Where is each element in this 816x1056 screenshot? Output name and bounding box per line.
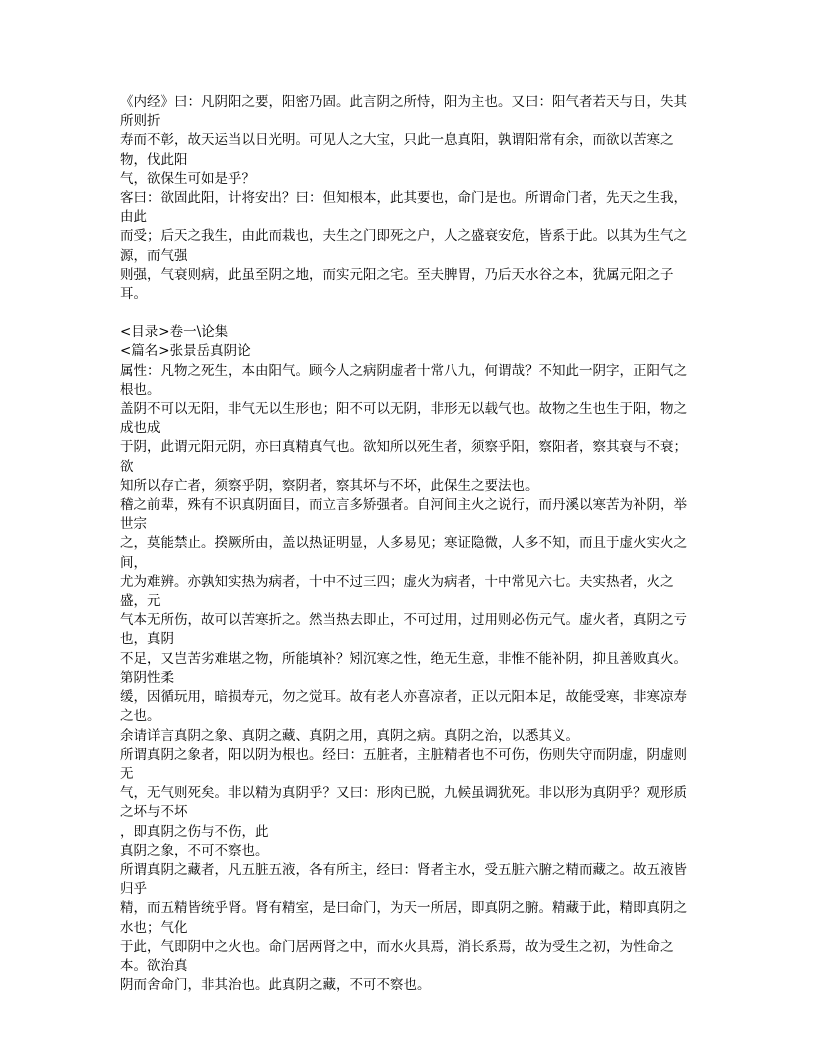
section-zhenyin [120, 323, 698, 995]
text-line: 客曰：欲固此阳，计将安出？曰：但知根本，此其要也，命门是也。所谓命门者，先天之生我，由此 [120, 190, 687, 226]
text-line: 真阴之象，不可不察也。 [120, 842, 269, 859]
text-line: 而受；后天之我生，由此而栽也，夫生之门即死之户，人之盛衰安危，皆系于此。以其为生气之源，而气强 [120, 228, 687, 264]
paragraph-gap [120, 304, 698, 323]
text-line: 盖阴不可以无阳，非气无以生形也；阳不可以无阴，非形无以载气也。故物之生也生于阳，物之成也成 [120, 401, 687, 437]
text-line: 所谓真阴之藏者，凡五脏五液，各有所主，经曰：肾者主水，受五脏六腑之精而藏之。故五液皆归乎 [120, 861, 687, 898]
text-line: 不足，又岂苦劣难堪之物，所能填补？矧沉寒之性，绝无生意，非惟不能补阴，抑且善败真火。第阴性柔 [120, 650, 687, 686]
text-line: 精，而五精皆统乎肾。肾有精室，是曰命门，为天一所居，即真阴之腑。精藏于此，精即真阴之水也；气化 [120, 900, 687, 936]
text-line: 气本无所伤，故可以苦寒折之。然当热去即止，不可过用，过用则必伤元气。虚火者，真阴之亏也，真阴 [120, 612, 687, 648]
chapter-heading: <篇名>张景岳真阴论 [120, 343, 251, 360]
text-line: 尤为难辨。亦孰知实热为病者，十中不过三四；虚火为病者，十中常见六七。夫实热者，火之盛，元 [120, 573, 674, 610]
text-line: ，即真阴之伤与不伤，此 [120, 823, 269, 840]
text-line: 稽之前辈，殊有不识真阴面目，而立言多矫强者。自河间主火之说行，而丹溪以寒苦为补阴，举世宗 [120, 497, 687, 533]
text-line: 阴而舍命门，非其治也。此真阴之藏，不可不察也。 [120, 977, 431, 994]
text-line: 于此，气即阴中之火也。命门居两肾之中，而水火具焉，消长系焉，故为受生之初，为性命之本。欲治真 [120, 938, 674, 974]
text-line: 属性：凡物之死生，本由阳气。顾今人之病阴虚者十常八九，何谓哉？不知此一阴字，正阳气之根也。 [120, 362, 687, 398]
text-line: 于阴，此谓元阳元阴，亦曰真精真气也。欲知所以死生者，须察乎阳，察阳者，察其衰与不衰；欲 [120, 439, 687, 475]
text-line: 则强，气衰则病，此虽至阴之地，而实元阳之宅。至夫脾胃，乃后天水谷之本，犹属元阳之子耳。 [120, 266, 674, 303]
text-line: 缓，因循玩用，暗损寿元，勿之觉耳。故有老人亦喜凉者，正以元阳本足，故能受寒，非寒凉寿之也。 [120, 689, 687, 725]
catalog-heading: <目录>卷一\论集 [120, 324, 229, 341]
text-line: 余请详言真阴之象、真阴之藏、真阴之用，真阴之病。真阴之治，以悉其义。 [120, 727, 579, 744]
text-line: 《内经》曰：凡阴阳之要，阳密乃固。此言阴之所恃，阳为主也。又曰：阳气者若天与日，失其所则折 [120, 94, 687, 130]
text-line: 寿而不彰，故天运当以日光明。可见人之大宝，只此一息真阳，孰谓阳常有余，而欲以苦寒之物，伐此阳 [120, 132, 674, 168]
text-line: 知所以存亡者，须察乎阴，察阴者，察其坏与不坏，此保生之要法也。 [120, 477, 539, 494]
text-line: 气，欲保生可如是乎？ [120, 170, 255, 187]
text-line: 气，无气则死矣。非以精为真阴乎？又曰：形肉已脱，九候虽调犹死。非以形为真阴乎？观形质之坏与不坏 [120, 785, 687, 821]
document-page [120, 93, 698, 995]
section-intro [120, 93, 698, 304]
text-line: 之，莫能禁止。揆厥所由，盖以热证明显，人多易见；寒证隐微，人多不知，而且于虚火实火之间， [120, 535, 687, 571]
text-line: 所谓真阴之象者，阳以阴为根也。经曰：五脏者，主脏精者也不可伤，伤则失守而阴虚，阴虚则无 [120, 746, 687, 782]
